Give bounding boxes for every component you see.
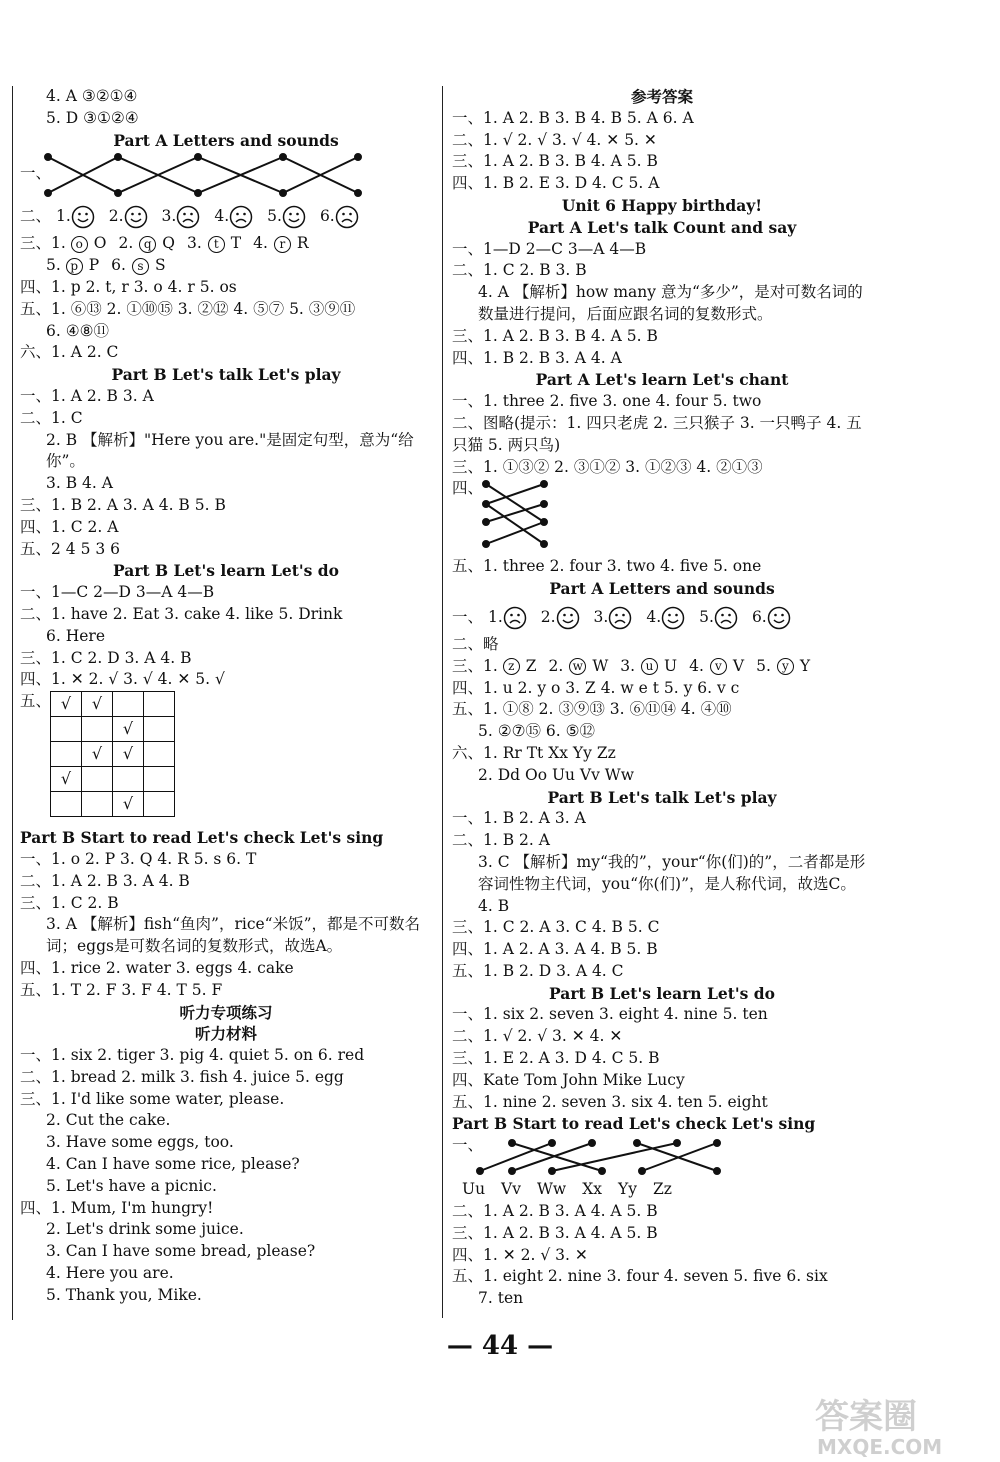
answer-line: 五、1. eight 2. nine 3. four 4. seven 5. five 6. six xyxy=(452,1267,828,1286)
exercise-label: 一、 xyxy=(20,164,52,183)
section-heading: 听力材料 xyxy=(194,1024,257,1044)
answer-text: 5. xyxy=(756,656,771,675)
exercise-label: 一、 xyxy=(452,607,484,626)
item-number: 2. xyxy=(540,607,556,626)
circled-letter: w xyxy=(569,658,586,675)
answer-line: 二、1. have 2. Eat 3. cake 4. like 5. Drink xyxy=(20,604,343,623)
answer-line: 一、1. six 2. tiger 3. pig 4. quiet 5. on 6. red xyxy=(20,1046,365,1065)
answer-line: 四、Kate Tom John Mike Lucy xyxy=(452,1070,685,1089)
matching-lines-exercise xyxy=(452,478,872,556)
answer-line: 二、图略(提示：1. 四只老虎 2. 三只猴子 3. 一只鸭子 4. 五只猫 5. 两只鸟) xyxy=(452,413,862,454)
answer-line: 3. B 4. A xyxy=(46,474,113,493)
item-number: 5. xyxy=(699,607,714,626)
sad-face-icon xyxy=(335,205,359,229)
item-number: 4. xyxy=(646,607,662,626)
answer-line: 五、1. nine 2. seven 3. six 4. ten 5. eight xyxy=(452,1092,768,1111)
section-heading: Part B Let's learn Let's do xyxy=(113,561,339,581)
answer-line: 二、1. √ 2. √ 3. √ 4. ✕ 5. ✕ xyxy=(452,130,657,149)
answer-text: 3. xyxy=(620,656,636,675)
section-heading: 听力专项练习 xyxy=(179,1002,273,1022)
answer-line: 四、1. B 2. B 3. A 4. A xyxy=(452,348,622,367)
answer-line: 6. ④⑧⑪ xyxy=(46,321,110,340)
sad-face-icon xyxy=(503,606,527,630)
matching-lines-diagram xyxy=(472,1135,732,1179)
circled-letter: v xyxy=(710,658,727,675)
answer-text: S xyxy=(154,256,166,275)
item-number: 3. xyxy=(593,607,609,626)
answer-text: Z xyxy=(525,656,537,675)
smiley-face-icon xyxy=(661,606,685,630)
answer-line: 2. Let's drink some juice. xyxy=(46,1220,244,1239)
answer-line: 三、1. ①③② 2. ③①② 3. ①②③ 4. ②①③ xyxy=(452,457,763,476)
watermark-bottom-text: MXQE.COM xyxy=(817,1435,943,1458)
faces-row xyxy=(20,199,432,233)
answer-line: 三、1. E 2. A 3. D 4. C 5. B xyxy=(452,1049,660,1068)
answer-line: 四、1. C 2. A xyxy=(20,517,119,536)
answer-line: 二、1. C 2. B 3. B xyxy=(452,261,587,280)
answer-text: 3. xyxy=(186,234,202,253)
letter-pair: Zz xyxy=(652,1180,672,1199)
answer-line: 六、1. A 2. C xyxy=(20,343,119,362)
section-heading: Part B Let's talk Let's play xyxy=(547,787,777,807)
explanation: 4. A 【解析】how many 意为“多少”，是对可数名词的数量进行提问，后面应跟名词的复数形式。 xyxy=(478,283,863,323)
answer-line: 一、1—D 2—C 3—A 4—B xyxy=(452,239,647,258)
section-heading: Part A Letters and sounds xyxy=(113,130,339,150)
circled-letters-row xyxy=(20,255,432,277)
answer-line: 四、1. rice 2. water 3. eggs 4. cake xyxy=(20,958,294,977)
grid-cell: √ xyxy=(51,692,82,717)
answer-line: 5. ②⑦⑮ 6. ⑤⑫ xyxy=(478,722,596,741)
section-heading: Part B Start to read Let's check Let's sing xyxy=(452,1114,816,1134)
section-heading: Part B Let's talk Let's play xyxy=(111,365,341,385)
right-column xyxy=(452,86,872,1310)
answer-text: Q xyxy=(162,234,175,253)
grid-row xyxy=(51,717,175,742)
check-grid xyxy=(50,691,175,817)
grid-cell: √ xyxy=(113,717,144,742)
circled-letter: t xyxy=(208,236,225,253)
smiley-face-icon xyxy=(767,606,791,630)
item-number: 5. xyxy=(46,256,61,275)
answer-line: 4. B xyxy=(478,896,510,915)
watermark-top-text: 答案圈 xyxy=(815,1397,917,1437)
letter-pair: Uu xyxy=(462,1180,486,1199)
faces-row xyxy=(452,600,872,634)
section-heading: Part A Let's talk Count and say xyxy=(527,217,797,237)
grid-cell xyxy=(51,742,82,767)
grid-cell xyxy=(113,767,144,792)
answer-line: 5. Thank you, Mike. xyxy=(46,1285,202,1304)
grid-cell: √ xyxy=(82,742,113,767)
grid-cell xyxy=(144,792,175,817)
circled-letter: z xyxy=(503,658,520,675)
answer-line: 一、1—C 2—D 3—A 4—B xyxy=(20,583,215,602)
item-number: 6. xyxy=(751,607,767,626)
sad-face-icon xyxy=(229,205,253,229)
answer-line: 一、1. six 2. seven 3. eight 4. nine 5. ten xyxy=(452,1005,768,1024)
section-heading: Part A Let's learn Let's chant xyxy=(535,370,789,390)
explanation: 3. A 【解析】fish“鱼肉”，rice“米饭”，都是不可数名词；eggs是可数名词的复数形式，故选A。 xyxy=(46,915,421,956)
grid-cell xyxy=(113,692,144,717)
answer-text: R xyxy=(296,234,309,253)
sad-face-icon xyxy=(608,606,632,630)
answer-line: 五、1. three 2. four 3. two 4. five 5. one xyxy=(452,557,762,576)
answer-line: 五、1. B 2. D 3. A 4. C xyxy=(452,961,624,980)
answer-line: 三、1. C 2. A 3. C 4. B 5. C xyxy=(452,918,660,937)
grid-cell: √ xyxy=(82,692,113,717)
circled-letter: y xyxy=(777,658,794,675)
answer-line: 三、1. C 2. D 3. A 4. B xyxy=(20,648,192,667)
answer-text: 2. xyxy=(118,234,134,253)
circled-letters-row xyxy=(452,656,872,678)
smiley-face-icon xyxy=(71,205,95,229)
exercise-label: 一、 xyxy=(452,1136,484,1155)
answer-line: 一、1. o 2. P 3. Q 4. R 5. s 6. T xyxy=(20,849,257,868)
letter-pair: Ww xyxy=(537,1180,567,1199)
answer-line: 2. Cut the cake. xyxy=(46,1111,171,1130)
answer-line: 二、1. B 2. A xyxy=(452,831,550,850)
answer-line: 二、1. A 2. B 3. A 4. A 5. B xyxy=(452,1202,658,1221)
answer-line: 5. Let's have a picnic. xyxy=(46,1176,217,1195)
grid-cell xyxy=(144,742,175,767)
sad-face-icon xyxy=(176,205,200,229)
answer-text: T xyxy=(230,234,242,253)
answer-line: 三、1. I'd like some water, please. xyxy=(20,1089,285,1108)
grid-cell xyxy=(82,767,113,792)
grid-cell xyxy=(144,717,175,742)
answer-line: 4. Here you are. xyxy=(46,1264,174,1283)
unit-heading: Unit 6 Happy birthday! xyxy=(561,195,763,215)
answer-text: 4. xyxy=(253,234,268,253)
answer-line: 三、1. C 2. B xyxy=(20,893,119,912)
answer-line: 3. Have some eggs, too. xyxy=(46,1133,234,1152)
grid-cell: √ xyxy=(113,792,144,817)
item-number: 6. xyxy=(319,207,335,226)
answer-line: 二、1. A 2. B 3. A 4. B xyxy=(20,871,190,890)
answer-line: 二、1. C xyxy=(20,408,83,427)
letter-pair: Yy xyxy=(617,1180,637,1199)
grid-cell xyxy=(51,717,82,742)
grid-row xyxy=(51,767,175,792)
grid-cell xyxy=(82,717,113,742)
answer-text: W xyxy=(592,656,609,675)
answer-line: 二、1. √ 2. √ 3. ✕ 4. ✕ xyxy=(452,1027,623,1046)
section-heading: Part B Start to read Let's check Let's sing xyxy=(20,828,384,848)
matching-lines-diagram xyxy=(38,151,368,199)
answer-text: 6. xyxy=(111,256,126,275)
smiley-face-icon xyxy=(282,205,306,229)
item-number: 5. xyxy=(267,207,282,226)
circled-letters-row xyxy=(20,233,432,255)
answer-line: 四、1. Mum, I'm hungry! xyxy=(20,1198,214,1217)
explanation: 2. B 【解析】"Here you are."是固定句型，意为“给你”。 xyxy=(46,430,414,471)
page-number: — 44 — xyxy=(446,1331,554,1361)
item-number: 4. xyxy=(214,207,230,226)
answer-line: 6. Here xyxy=(46,626,105,645)
grid-cell xyxy=(144,767,175,792)
answer-text: U xyxy=(664,656,678,675)
letter-pair: Vv xyxy=(501,1180,521,1199)
item-number: 1. xyxy=(487,607,503,626)
answer-line: 二、略 xyxy=(452,634,499,653)
answer-line: 4. A ③②①④ xyxy=(46,87,138,105)
answer-line: 三、1. A 2. B 3. B 4. A 5. B xyxy=(452,152,658,171)
answer-line: 四、1. A 2. A 3. A 4. B 5. B xyxy=(452,940,658,959)
answer-text: 4. xyxy=(689,656,704,675)
answer-line: 2. Dd Oo Uu Vv Ww xyxy=(478,765,635,784)
circled-letter: o xyxy=(71,236,88,253)
grid-cell xyxy=(82,792,113,817)
answer-line: 四、1. p 2. t, r 3. o 4. r 5. os xyxy=(20,277,237,296)
answer-line: 二、1. bread 2. milk 3. fish 4. juice 5. egg xyxy=(20,1067,344,1086)
answer-text: Y xyxy=(799,656,811,675)
answer-line: 4. Can I have some rice, please? xyxy=(46,1155,300,1174)
grid-cell xyxy=(51,792,82,817)
answer-text: P xyxy=(88,256,100,275)
grid-row xyxy=(51,742,175,767)
answer-text: O xyxy=(93,234,107,253)
watermark-logo xyxy=(795,1392,995,1458)
item-number: 3. xyxy=(161,207,177,226)
circled-letter: s xyxy=(132,258,149,275)
letter-pair: Xx xyxy=(582,1180,602,1199)
matching-lines-diagram xyxy=(478,478,558,554)
answer-line: 一、1. B 2. A 3. A xyxy=(452,809,586,828)
answer-line: 五、1. ①⑧ 2. ③⑨⑬ 3. ⑥⑪⑭ 4. ④⑩ xyxy=(452,700,732,719)
matching-lines-exercise xyxy=(20,151,432,199)
answer-line: 7. ten xyxy=(478,1289,524,1308)
grid-row xyxy=(51,792,175,817)
answer-line: 四、1. B 2. E 3. D 4. C 5. A xyxy=(452,174,660,193)
answer-line: 一、1. A 2. B 3. B 4. B 5. A 6. A xyxy=(452,108,694,127)
section-heading: Part B Let's learn Let's do xyxy=(549,983,775,1003)
answer-text: 2. xyxy=(548,656,564,675)
answer-line: 三、1. A 2. B 3. B 4. A 5. B xyxy=(452,326,658,345)
answer-line: 五、1. ⑥⑬ 2. ①⑩⑮ 3. ②⑫ 4. ⑤⑦ 5. ③⑨⑪ xyxy=(20,299,356,318)
exercise-label: 三、1. xyxy=(452,656,498,675)
circled-letter: r xyxy=(274,236,291,253)
answer-line: 一、1. three 2. five 3. one 4. four 5. two xyxy=(452,392,762,411)
smiley-face-icon xyxy=(556,606,580,630)
sad-face-icon xyxy=(714,606,738,630)
answer-line: 3. Can I have some bread, please? xyxy=(46,1242,316,1261)
answer-line: 四、1. ✕ 2. √ 3. √ 4. ✕ 5. √ xyxy=(20,670,225,689)
circled-letter: u xyxy=(641,658,658,675)
circled-letter: p xyxy=(66,258,83,275)
site-watermark xyxy=(795,1392,995,1458)
grid-cell: √ xyxy=(113,742,144,767)
check-grid-exercise xyxy=(20,691,432,827)
exercise-label: 二、 xyxy=(20,207,52,226)
answer-line: 五、2 4 5 3 6 xyxy=(20,539,121,558)
exercise-label: 四、 xyxy=(452,479,484,498)
left-margin-rule xyxy=(12,86,13,1320)
explanation: 3. C 【解析】my“我的”，your“你(们)的”，二者都是形容词性物主代词，you“你(们)”，是人称代词，故选C。 xyxy=(478,852,866,893)
answer-line: 5. D ③①②④ xyxy=(46,108,139,127)
letter-pairs-row xyxy=(452,1179,872,1201)
circled-letter: q xyxy=(139,236,156,253)
item-number: 1. xyxy=(55,207,71,226)
answer-line: 三、1. B 2. A 3. A 4. B 5. B xyxy=(20,495,226,514)
answer-line: 一、1. A 2. B 3. A xyxy=(20,386,154,405)
answer-line: 六、1. Rr Tt Xx Yy Zz xyxy=(452,743,616,762)
exercise-label: 五、 xyxy=(20,692,52,711)
section-heading: Part A Letters and sounds xyxy=(549,579,775,599)
answer-line: 四、1. u 2. y o 3. Z 4. w e t 5. y 6. v c xyxy=(452,678,740,697)
matching-lines-exercise xyxy=(452,1135,872,1179)
answer-line: 五、1. T 2. F 3. F 4. T 5. F xyxy=(20,980,223,999)
answer-line: 四、1. ✕ 2. √ 3. ✕ xyxy=(452,1245,588,1264)
grid-cell: √ xyxy=(51,767,82,792)
left-column xyxy=(20,86,432,1307)
answer-text: V xyxy=(732,656,745,675)
item-number: 2. xyxy=(108,207,124,226)
exercise-label: 三、1. xyxy=(20,234,66,253)
column-divider xyxy=(442,86,443,1318)
smiley-face-icon xyxy=(124,205,148,229)
page-title: 参考答案 xyxy=(630,87,693,106)
answer-line: 三、1. A 2. B 3. A 4. A 5. B xyxy=(452,1223,658,1242)
grid-cell xyxy=(144,692,175,717)
grid-row xyxy=(51,692,175,717)
